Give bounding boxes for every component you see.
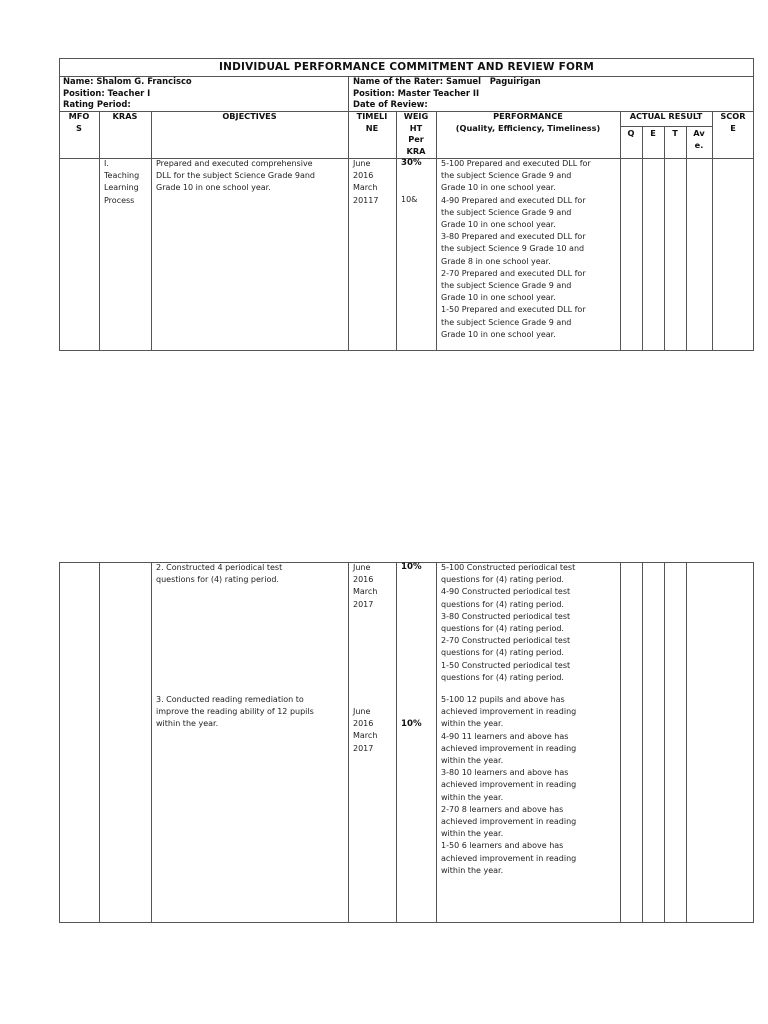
timeline-line: 2016: [353, 171, 374, 181]
kra-cell: [104, 158, 150, 207]
performance-line: 5-100 Prepared and executed DLL for: [441, 159, 591, 168]
kra-line: Process: [104, 195, 135, 205]
timeline-cell: [353, 158, 395, 207]
performance-line: within the year.: [441, 792, 504, 802]
performance-line: 4-90 Prepared and executed DLL for: [441, 195, 586, 205]
timeline-line: June: [353, 707, 371, 716]
performance-line: the subject Science Grade 9 and: [441, 171, 572, 181]
performance-line: Grade 10 in one school year.: [441, 220, 556, 230]
rule: [620, 126, 712, 127]
rule: [348, 76, 349, 111]
rule: [664, 562, 665, 923]
rule: [642, 126, 643, 351]
performance-line: within the year.: [441, 719, 504, 729]
performance-line: questions for (4) rating period.: [441, 648, 564, 658]
performance-line: achieved improvement in reading: [441, 743, 577, 753]
performance-line: 4-90 Constructed periodical test: [441, 587, 571, 597]
performance-line: 3-80 Prepared and executed DLL for: [441, 232, 586, 242]
rule: [753, 562, 754, 923]
timeline-line: March: [353, 731, 378, 741]
rule: [348, 562, 349, 923]
objective-line: DLL for the subject Science Grade 9and: [156, 171, 315, 181]
performance-line: 4-90 11 learners and above has: [441, 731, 569, 741]
timeline-line: June: [353, 159, 371, 168]
header-score: [712, 111, 754, 134]
performance-line: 2-70 Prepared and executed DLL for: [441, 268, 586, 278]
timeline-line: March: [353, 587, 378, 597]
rule: [686, 562, 687, 923]
performance-line: within the year.: [441, 829, 504, 839]
header-timeline-line: NE: [365, 122, 379, 133]
rating-period: Rating Period:: [63, 99, 131, 109]
header-weight-line: Per: [408, 134, 424, 144]
objective-cell: [156, 562, 348, 586]
header-ave-line: e.: [694, 139, 704, 150]
objective-line: Grade 10 in one school year.: [156, 183, 271, 193]
header-mfos-line: S: [76, 122, 82, 133]
performance-line: 1-50 6 learners and above has: [441, 841, 564, 851]
rater-position: Position: Master Teacher II: [353, 87, 480, 98]
rule: [686, 126, 687, 351]
performance-line: achieved improvement in reading: [441, 817, 577, 827]
objective-line: 2. Constructed 4 periodical test: [156, 563, 283, 572]
performance-line: the subject Science Grade 9 and: [441, 317, 572, 327]
header-weight-line: HT: [409, 122, 423, 133]
performance-line: questions for (4) rating period.: [441, 624, 564, 634]
performance-line: 3-80 Constructed periodical test: [441, 611, 571, 621]
kra-line: I.: [104, 159, 109, 168]
performance-cell: [441, 158, 619, 341]
rule: [99, 111, 100, 351]
kra-line: Learning: [104, 183, 139, 193]
header-actual-result: ACTUAL RESULT: [629, 111, 703, 121]
performance-line: Grade 10 in one school year.: [441, 329, 556, 339]
performance-line: within the year.: [441, 756, 504, 766]
rule: [712, 111, 713, 351]
rule: [99, 562, 100, 923]
rule: [620, 562, 621, 923]
weight-value: 10&: [401, 195, 418, 204]
rule: [59, 562, 60, 923]
rule: [436, 562, 437, 923]
performance-line: 5-100 12 pupils and above has: [441, 695, 565, 704]
header-e: E: [650, 128, 656, 138]
performance-cell: [441, 694, 619, 877]
timeline-line: 2016: [353, 575, 374, 585]
form-title: INDIVIDUAL PERFORMANCE COMMITMENT AND REVIEW FORM: [218, 61, 595, 73]
form-table-continued: [59, 562, 754, 923]
header-score-line: E: [730, 122, 736, 133]
header-t: T: [672, 128, 678, 138]
timeline-line: 2016: [353, 719, 374, 729]
timeline-line: 20117: [353, 195, 379, 205]
header-mfos-line: MFO: [68, 111, 90, 121]
performance-line: 2-70 8 learners and above has: [441, 804, 564, 814]
header-performance: [436, 111, 620, 134]
performance-line: within the year.: [441, 865, 504, 875]
header-weight-line: WEIG: [403, 111, 429, 121]
rule: [620, 111, 621, 351]
ratee-position: Position: Teacher I: [63, 87, 151, 98]
rule: [436, 111, 437, 351]
objective-line: improve the reading ability of 12 pupils: [156, 707, 314, 717]
header-timeline: [348, 111, 396, 134]
header-ave: [686, 128, 712, 151]
timeline-line: 2017: [353, 599, 374, 609]
timeline-cell: [353, 562, 395, 611]
objective-line: within the year.: [156, 719, 219, 729]
performance-line: Grade 10 in one school year.: [441, 293, 556, 303]
rule: [664, 126, 665, 351]
rule: [151, 562, 152, 923]
rule: [151, 111, 152, 351]
header-performance-line: (Quality, Efficiency, Timeliness): [455, 122, 601, 133]
performance-line: the subject Science Grade 9 and: [441, 281, 572, 291]
header-performance-line: PERFORMANCE: [493, 111, 563, 121]
header-weight-line: KRA: [406, 145, 426, 156]
performance-line: Grade 10 in one school year.: [441, 183, 556, 193]
performance-line: Grade 8 in one school year.: [441, 256, 551, 266]
rule: [396, 562, 397, 923]
review-date: Date of Review:: [353, 99, 428, 109]
timeline-line: 2017: [353, 743, 374, 753]
rule: [642, 562, 643, 923]
timeline-line: March: [353, 183, 378, 193]
header-score-line: SCOR: [720, 111, 746, 121]
performance-line: 1-50 Constructed periodical test: [441, 660, 571, 670]
objective-line: questions for (4) rating period.: [156, 575, 279, 585]
performance-line: 5-100 Constructed periodical test: [441, 563, 576, 572]
performance-line: questions for (4) rating period.: [441, 672, 564, 682]
objective-cell: [156, 694, 348, 731]
header-timeline-line: TIMELI: [356, 111, 388, 121]
weight-value: 30%: [401, 158, 422, 168]
kra-line: Teaching: [104, 171, 140, 181]
performance-line: achieved improvement in reading: [441, 707, 577, 717]
header-q: Q: [627, 128, 635, 138]
performance-line: the subject Science Grade 9 and: [441, 207, 572, 217]
weight-value: 10%: [401, 562, 422, 572]
header-weight: [396, 111, 436, 157]
header-mfos: [59, 111, 99, 134]
timeline-line: June: [353, 563, 371, 572]
header-kras: KRAS: [112, 111, 138, 121]
performance-line: the subject Science 9 Grade 10 and: [441, 244, 585, 254]
performance-line: achieved improvement in reading: [441, 853, 577, 863]
performance-line: 2-70 Constructed periodical test: [441, 636, 571, 646]
rater-name: Name of the Rater: Samuel Paguirigan: [353, 76, 541, 86]
objective-line: Prepared and executed comprehensive: [156, 159, 313, 168]
ratee-name: Name: Shalom G. Francisco: [63, 76, 192, 86]
performance-line: 3-80 10 learners and above has: [441, 768, 569, 778]
timeline-cell: [353, 706, 395, 755]
objective-line: 3. Conducted reading remediation to: [156, 695, 304, 704]
performance-line: questions for (4) rating period.: [441, 599, 564, 609]
performance-line: questions for (4) rating period.: [441, 575, 564, 585]
performance-line: achieved improvement in reading: [441, 780, 577, 790]
objective-cell: [156, 158, 348, 195]
performance-cell: [441, 562, 619, 684]
header-ave-line: Av: [693, 128, 705, 138]
performance-line: 1-50 Prepared and executed DLL for: [441, 305, 586, 315]
header-objectives: OBJECTIVES: [222, 111, 277, 121]
rule: [348, 111, 349, 351]
weight-value: 10%: [401, 719, 422, 729]
